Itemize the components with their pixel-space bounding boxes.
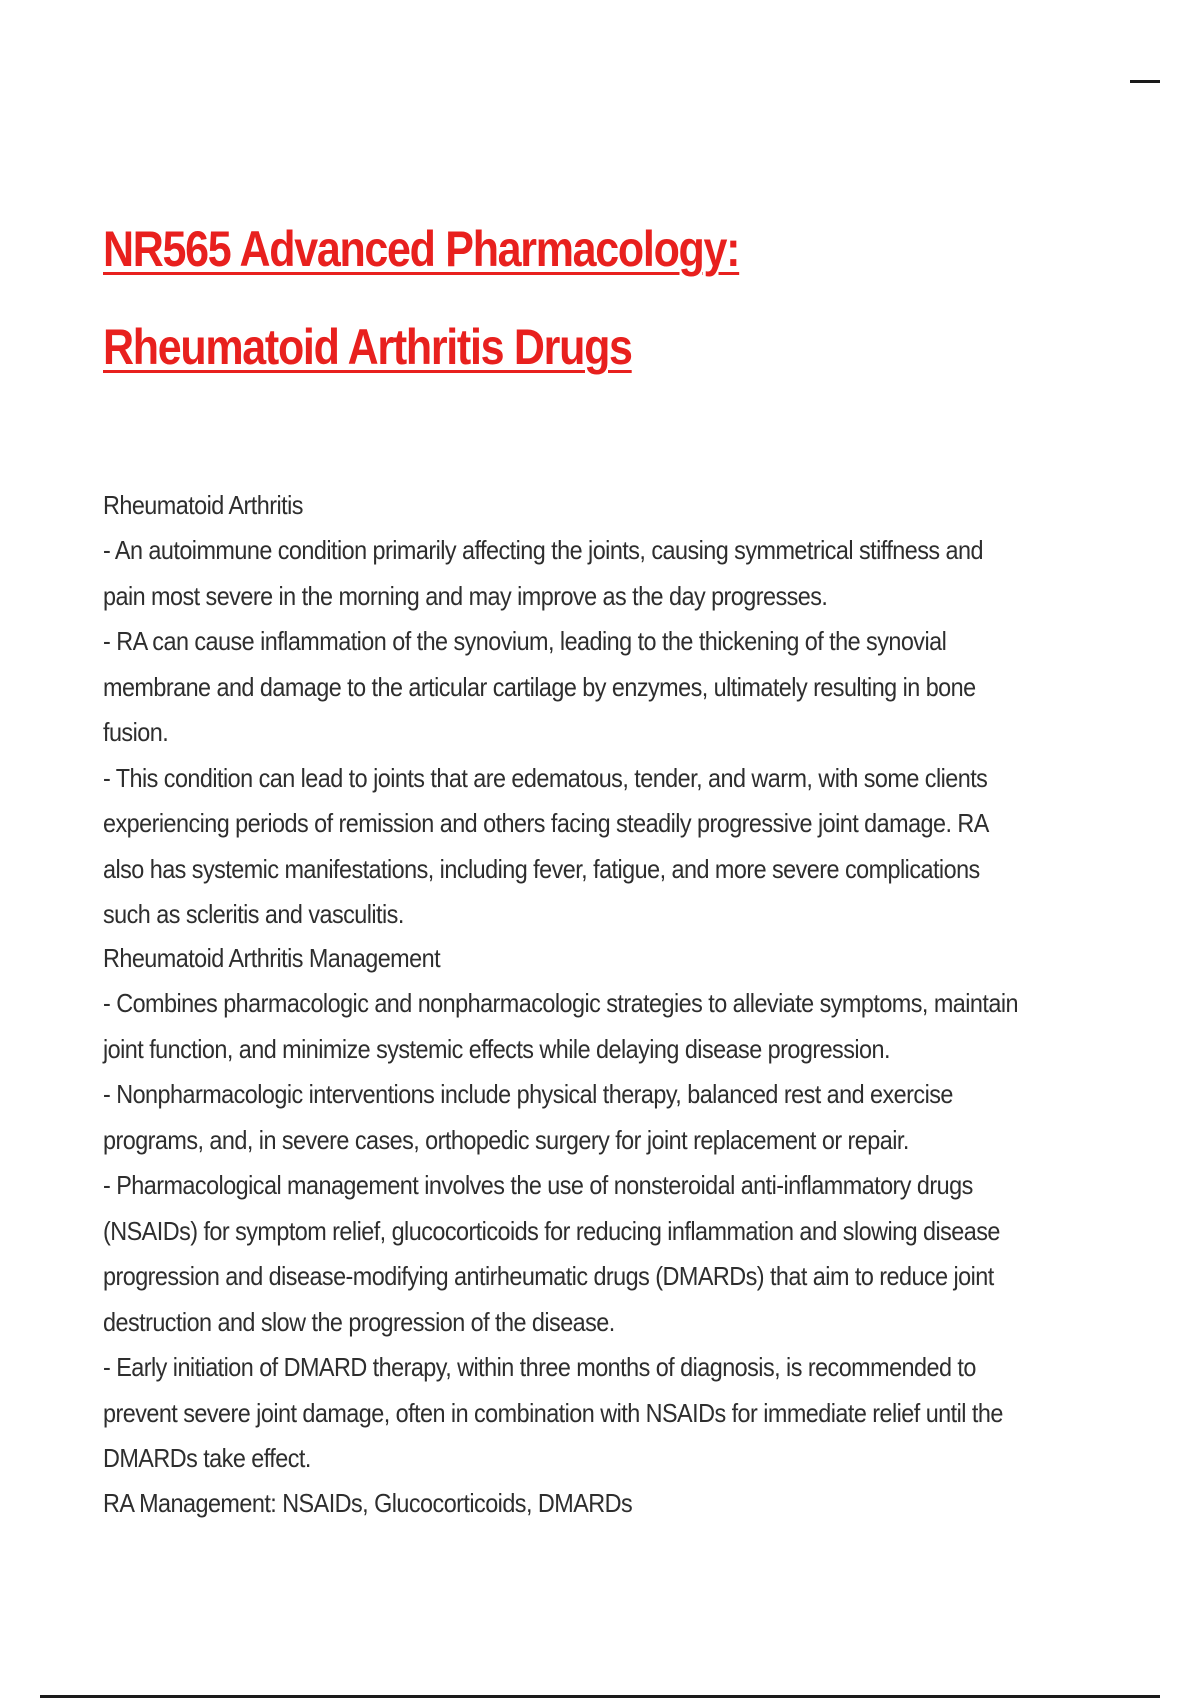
section-ra-management — [103, 935, 1030, 1482]
bullet-paragraph: - Nonpharmacologic interventions include physical therapy, balanced rest and exercise programs, and, in severe cases, orthopedic surgery for joint replacement or repair. — [103, 1079, 953, 1155]
bullet-paragraph: - RA can cause inflammation of the synovium, leading to the thickening of the synovial membrane and damage to the articular cartilage by enzymes, ultimately resulting in bone fusion. — [103, 626, 976, 747]
bullet-paragraph: - Combines pharmacologic and nonpharmacologic strategies to alleviate symptoms, maintain joint function, and minimize systemic effects while delaying disease progression. — [103, 988, 1018, 1064]
page-bottom-divider — [40, 1695, 1160, 1698]
section-heading: RA Management: NSAIDs, Glucocorticoids, DMARDs — [103, 1488, 633, 1518]
section-ra-drug-classes — [103, 1480, 1030, 1526]
page-corner-mark — [1130, 80, 1160, 83]
bullet-paragraph: - Pharmacological management involves the use of nonsteroidal anti-inflammatory drugs (NSAIDs) for symptom relief, glucocorticoids for reducing inflammation and slowing disease progression and disease-modifying antirheumatic drugs (DMARDs) that aim to reduce joint destruction and slow the progression of the disease. — [103, 1170, 1000, 1337]
section-rheumatoid-arthritis — [103, 482, 1030, 938]
page-title: NR565 Advanced Pharmacology: Rheumatoid Arthritis Drugs — [103, 221, 740, 375]
bullet-paragraph: - Early initiation of DMARD therapy, within three months of diagnosis, is recommended to prevent severe joint damage, often in combination with NSAIDs for immediate relief until the DMARDs take effect. — [103, 1352, 1003, 1473]
section-heading: Rheumatoid Arthritis Management — [103, 943, 441, 973]
bullet-paragraph: - An autoimmune condition primarily affecting the joints, causing symmetrical stiffness and pain most severe in the morning and may improve as the day progresses. — [103, 535, 983, 611]
bullet-paragraph: - This condition can lead to joints that are edematous, tender, and warm, with some clients experiencing periods of remission and others facing steadily progressive joint damage. RA also has systemic manifestations, including fever, fatigue, and more severe complications such as scleritis and vasculitis. — [103, 762, 988, 929]
section-heading: Rheumatoid Arthritis — [103, 490, 303, 520]
